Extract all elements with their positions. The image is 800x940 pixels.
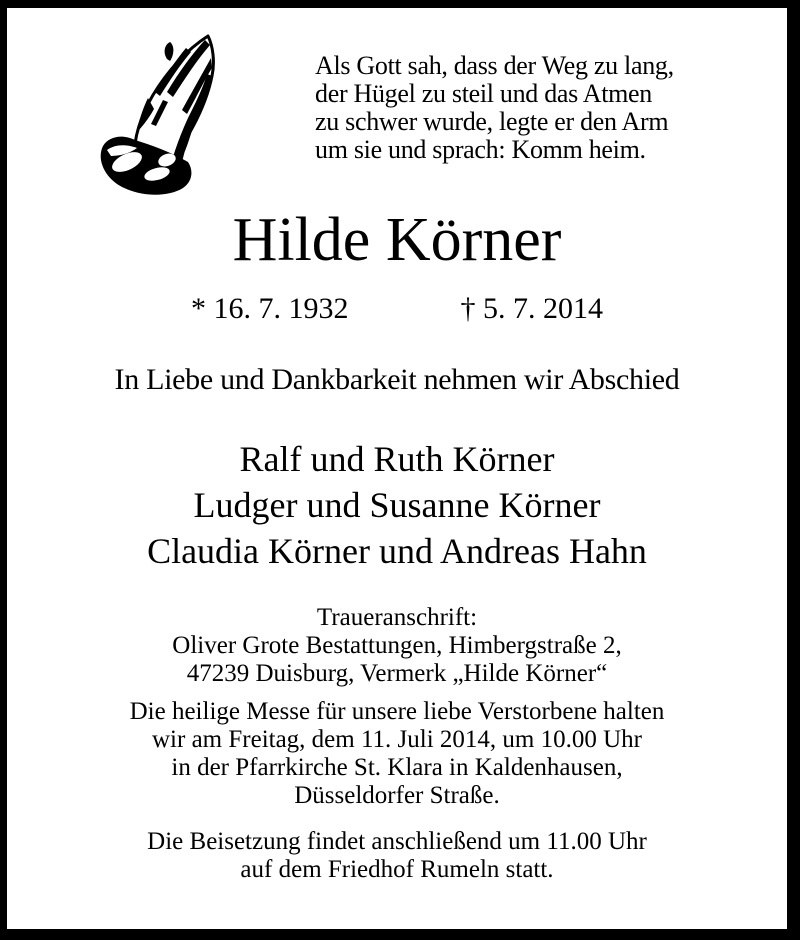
mass-announcement	[7, 698, 787, 810]
burial-line: auf dem Friedhof Rumeln statt.	[240, 856, 554, 883]
address-label: Traueranschrift:	[316, 604, 478, 631]
birth-date: * 16. 7. 1932	[191, 292, 349, 325]
address-line: Oliver Grote Bestattungen, Himbergstraße 2,	[172, 632, 622, 659]
condolence-address	[7, 604, 787, 688]
mass-line: Die heilige Messe für unsere liebe Verstorbene halten	[129, 698, 665, 725]
verse-line: zu schwer wurde, legte er den Arm	[315, 107, 669, 136]
mourner-line: Claudia Körner und Andreas Hahn	[147, 531, 647, 571]
verse-line: der Hügel zu steil und das Atmen	[315, 79, 652, 108]
mass-line: in der Pfarrkirche St. Klara in Kaldenhausen,	[171, 754, 623, 781]
farewell-line: In Liebe und Dankbarkeit nehmen wir Abschied	[114, 363, 680, 396]
mourners-list	[7, 436, 787, 574]
burial-line: Die Beisetzung findet anschließend um 11.00 Uhr	[147, 828, 647, 855]
life-dates	[7, 292, 787, 325]
mourner-line: Ludger und Susanne Körner	[193, 485, 601, 525]
burial-announcement	[7, 828, 787, 884]
mass-line: Düsseldorfer Straße.	[294, 782, 500, 809]
deceased-name: Hilde Körner	[232, 206, 562, 274]
mourner-line: Ralf und Ruth Körner	[239, 439, 555, 479]
verse-line: um sie und sprach: Komm heim.	[315, 135, 646, 164]
mass-line: wir am Freitag, dem 11. Juli 2014, um 10.00 Uhr	[152, 726, 642, 753]
praying-hands-icon	[93, 32, 243, 202]
verse-line: Als Gott sah, dass der Weg zu lang,	[315, 51, 674, 80]
memorial-verse	[315, 52, 674, 164]
death-date: † 5. 7. 2014	[460, 292, 603, 325]
address-line: 47239 Duisburg, Vermerk „Hilde Körner“	[186, 660, 608, 687]
